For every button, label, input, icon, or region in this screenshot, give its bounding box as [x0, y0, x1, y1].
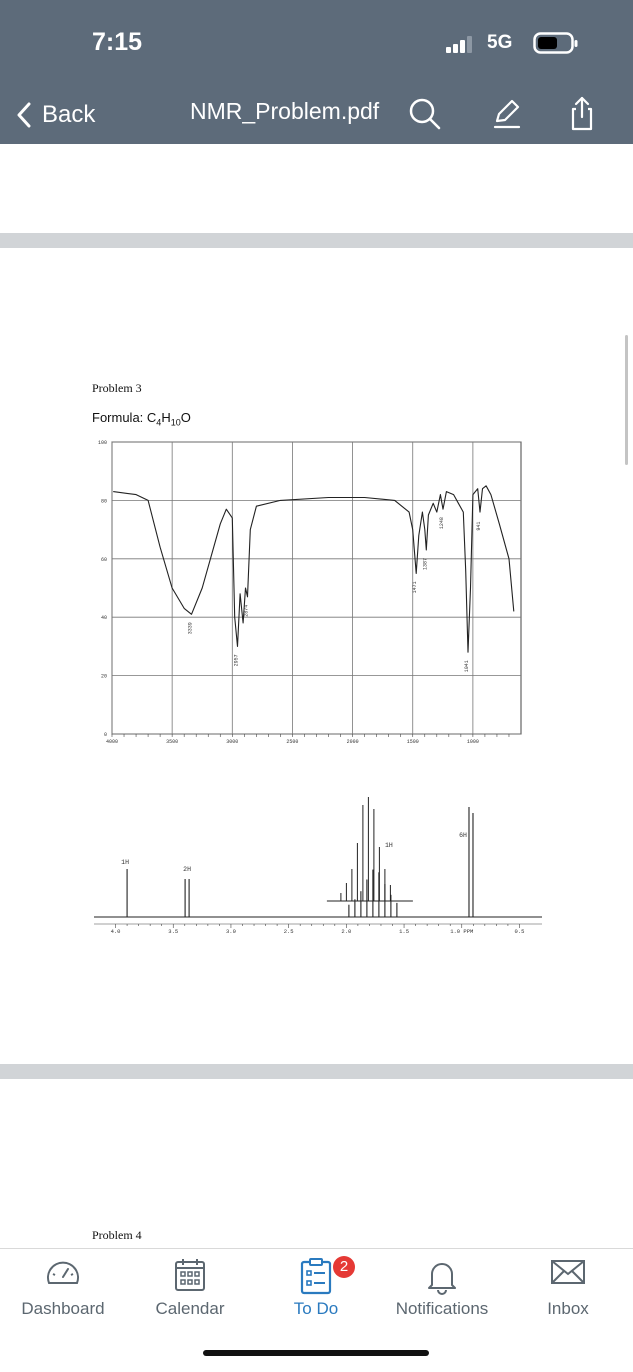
- ir-peak-label: 941: [475, 521, 482, 531]
- home-indicator[interactable]: [203, 1350, 429, 1356]
- back-label: Back: [42, 101, 96, 128]
- bell-icon: [425, 1257, 459, 1295]
- chevron-left-icon: [16, 101, 32, 129]
- ir-peak-label: 2957: [233, 654, 240, 667]
- envelope-icon: [550, 1257, 586, 1287]
- ir-x-tick-label: 4000: [105, 739, 119, 745]
- ir-y-tick-label: 80: [100, 498, 107, 505]
- ir-spectrum: [86, 436, 536, 751]
- ir-x-tick-label: 1500: [406, 739, 419, 745]
- nmr-x-tick-label: 1.0 PPM: [450, 928, 474, 935]
- tab-calendar[interactable]: Calendar: [127, 1249, 253, 1329]
- ir-peak-label: 2874: [243, 604, 250, 617]
- ir-y-tick-label: 40: [100, 615, 107, 622]
- todo-count-badge: 2: [333, 1256, 355, 1278]
- document-title: NMR_Problem.pdf: [190, 98, 380, 124]
- clock: 7:15: [92, 28, 143, 56]
- ir-x-tick-label: 2000: [346, 739, 359, 745]
- nmr-x-tick-label: 4.0: [110, 928, 121, 935]
- ir-y-tick-label: 0: [103, 732, 107, 738]
- tab-dashboard[interactable]: Dashboard: [0, 1249, 126, 1329]
- navigation-bar: [0, 88, 633, 144]
- network-type: 5G: [487, 32, 513, 53]
- calendar-icon: [173, 1257, 207, 1293]
- h-nmr-spectrum: [86, 795, 556, 945]
- molecular-formula: Formula: $C_4H_{10}O$: [92, 410, 191, 428]
- ir-y-tick-label: 20: [100, 673, 107, 680]
- ir-x-tick-label: 2500: [286, 739, 299, 745]
- share-icon[interactable]: [563, 94, 601, 132]
- ir-x-tick-label: 3500: [166, 739, 179, 745]
- page-divider: [0, 1064, 633, 1079]
- todo-clipboard-icon: [299, 1257, 333, 1295]
- nmr-x-tick-label: 3.5: [168, 928, 179, 935]
- status-bar: [0, 0, 633, 88]
- nmr-x-tick-label: 1.5: [399, 928, 410, 935]
- annotate-pen-icon[interactable]: [488, 94, 526, 132]
- ir-peak-label: 1387: [422, 558, 429, 571]
- nmr-x-tick-label: 3.0: [225, 928, 236, 935]
- tab-inbox[interactable]: Inbox: [505, 1249, 631, 1329]
- nmr-x-tick-label: 0.5: [514, 928, 525, 935]
- nmr-integration-label: 2H: [183, 866, 191, 873]
- tab-notifications[interactable]: Notifications: [379, 1249, 505, 1329]
- nmr-integration-label: 6H: [459, 832, 467, 839]
- ir-peak-label: 1471: [412, 581, 419, 594]
- ir-y-tick-label: 60: [100, 556, 107, 563]
- dashboard-gauge-icon: [44, 1257, 82, 1291]
- problem-4-label: Problem 4: [92, 1228, 142, 1242]
- ir-y-tick-label: 100: [97, 440, 107, 446]
- page-divider: [0, 233, 633, 248]
- back-button[interactable]: [16, 98, 95, 132]
- tab-todo[interactable]: To Do: [253, 1249, 379, 1329]
- ir-peak-label: 3339: [187, 622, 194, 635]
- ir-peak-label: 1041: [463, 660, 470, 673]
- problem-3-label: Problem 3: [92, 381, 142, 395]
- nmr-integration-label: 1H: [384, 842, 393, 849]
- ir-x-tick-label: 3000: [226, 739, 239, 745]
- ir-plot-frame: [112, 442, 521, 734]
- battery-icon: [533, 31, 579, 55]
- search-icon[interactable]: [406, 94, 444, 132]
- scrollbar[interactable]: [625, 335, 628, 465]
- nmr-x-tick-label: 2.5: [283, 928, 294, 935]
- nmr-integration-label: 1H: [121, 859, 129, 866]
- signal-icon: [446, 34, 478, 54]
- ir-x-tick-label: 1000: [466, 739, 479, 745]
- ir-peak-label: 1248: [439, 517, 446, 530]
- nmr-x-tick-label: 2.0: [341, 928, 352, 935]
